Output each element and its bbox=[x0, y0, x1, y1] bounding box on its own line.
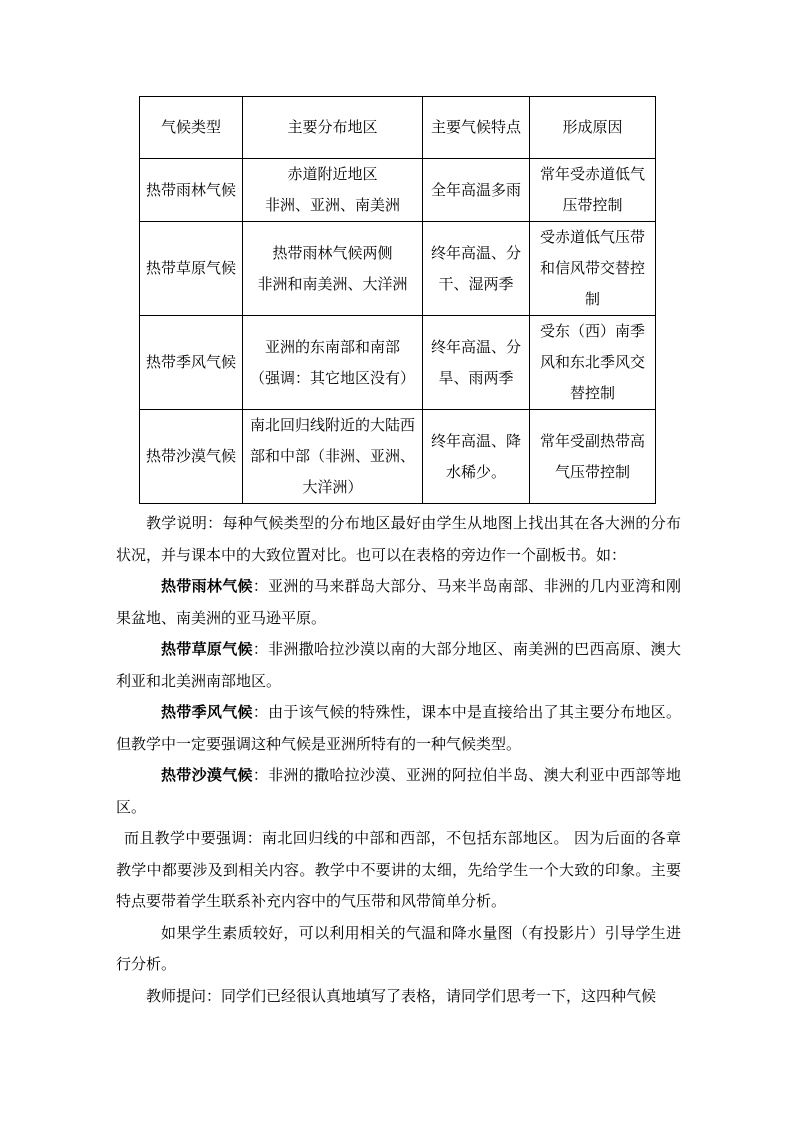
table-row bbox=[140, 159, 656, 222]
note-title: 热带草原气候 bbox=[161, 640, 253, 658]
note-text: ：由于该气候的特殊性，课本中是直接给出了其主要分布地区。但教学中一定要强调这种气候是亚洲所特有的一种气候类型。 bbox=[116, 703, 681, 753]
note-text: ：非洲撒哈拉沙漠以南的大部分地区、南美洲的巴西高原、澳大利亚和北美洲南部地区。 bbox=[116, 640, 681, 690]
header-cell: 形成原因 bbox=[530, 97, 656, 159]
header-cell: 气候类型 bbox=[140, 97, 243, 159]
table-cell: 赤道附近地区 非洲、亚洲、南美洲 bbox=[243, 159, 423, 222]
table-cell: 热带季风气候 bbox=[140, 316, 243, 410]
suggestion-paragraph: 如果学生素质较好，可以利用相关的气温和降水量图（有投影片）引导学生进行分析。 bbox=[116, 923, 681, 973]
table-cell: 热带雨林气候 bbox=[140, 159, 243, 222]
note-desert bbox=[116, 760, 681, 823]
teacher-question: 教师提问：同学们已经很认真地填写了表格，请同学们思考一下，这四种气候 bbox=[146, 986, 657, 1005]
table-cell: 常年受副热带高气压带控制 bbox=[530, 410, 656, 504]
table-cell: 热带沙漠气候 bbox=[140, 410, 243, 504]
header-cell: 主要分布地区 bbox=[243, 97, 423, 159]
table-header-row bbox=[140, 97, 656, 159]
table-row bbox=[140, 410, 656, 504]
note-text: ：亚洲的马来群岛大部分、马来半岛南部、非洲的几内亚湾和刚果盆地、南美洲的亚马逊平原。 bbox=[116, 577, 681, 627]
note-text: ：非洲的撒哈拉沙漠、亚洲的阿拉伯半岛、澳大利亚中西部等地区。 bbox=[116, 766, 681, 816]
table-cell: 亚洲的东南部和南部 （强调：其它地区没有） bbox=[243, 316, 423, 410]
header-cell: 主要气候特点 bbox=[423, 97, 530, 159]
table-cell: 常年受赤道低气压带控制 bbox=[530, 159, 656, 222]
table-cell: 终年高温、分旱、雨两季 bbox=[423, 316, 530, 410]
table-cell: 受东（西）南季风和东北季风交替控制 bbox=[530, 316, 656, 410]
table-cell: 终年高温、降水稀少。 bbox=[423, 410, 530, 504]
climate-table bbox=[139, 96, 656, 504]
table-row bbox=[140, 316, 656, 410]
table-cell: 热带雨林气候两侧 非洲和南美洲、大洋洲 bbox=[243, 222, 423, 316]
table-row bbox=[140, 222, 656, 316]
table-cell: 受赤道低气压带和信风带交替控制 bbox=[530, 222, 656, 316]
table-cell: 全年高温多雨 bbox=[423, 159, 530, 222]
teaching-note: 教学说明：每种气候类型的分布地区最好由学生从地图上找出其在各大洲的分布状况，并与课本中的大致位置对比。也可以在表格的旁边作一个副板书。如： bbox=[116, 514, 681, 564]
note-savanna bbox=[116, 634, 681, 697]
note-title: 热带沙漠气候 bbox=[161, 766, 253, 784]
note-title: 热带雨林气候 bbox=[161, 577, 253, 595]
table-cell: 南北回归线附近的大陆西部和中部（非洲、亚洲、大洋洲） bbox=[243, 410, 423, 504]
emphasis-paragraph: 而且教学中要强调：南北回归线的中部和西部，不包括东部地区。 因为后面的各章教学中都要涉及到相关内容。教学中不要讲的太细，先给学生一个大致的印象。主要特点要带着学生联系补充内容中的气压带和风带简单分析。 bbox=[116, 829, 681, 910]
note-monsoon bbox=[116, 697, 681, 760]
note-rainforest bbox=[116, 571, 681, 634]
table-cell: 热带草原气候 bbox=[140, 222, 243, 316]
document-body bbox=[116, 508, 681, 1012]
climate-table-body bbox=[140, 97, 656, 504]
note-title: 热带季风气候 bbox=[161, 703, 253, 721]
table-cell: 终年高温、分干、湿两季 bbox=[423, 222, 530, 316]
